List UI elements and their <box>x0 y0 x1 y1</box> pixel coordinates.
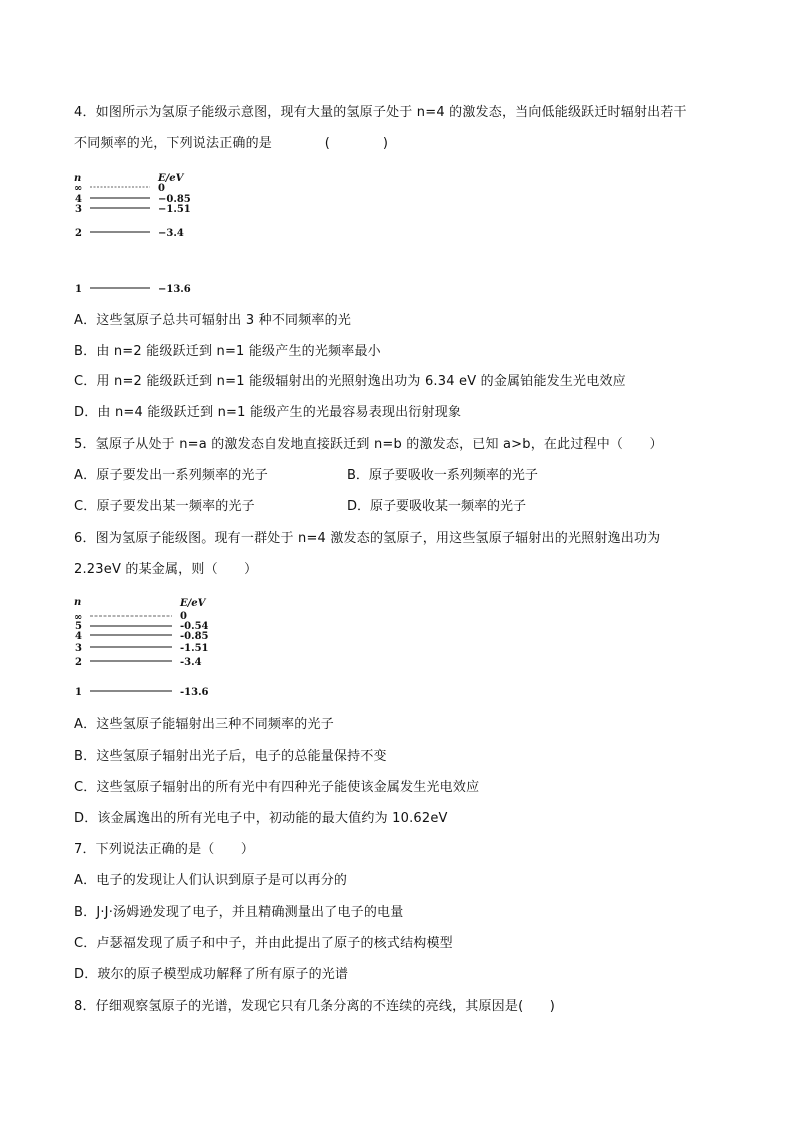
q6-option-b: B．这些氢原子辐射出光子后，电子的总能量保持不变 <box>74 749 387 764</box>
q4-e-header: E/eV <box>158 173 184 184</box>
q8-stem: 8．仔细观察氢原子的光谱，发现它只有几条分离的不连续的亮线，其原因是( ) <box>74 999 556 1014</box>
q6-level-2-n: 2 <box>75 657 82 668</box>
q5-option-c: C．原子要发出某一频率的光子 <box>74 499 255 514</box>
q4-level-4-n: 4 <box>75 194 82 205</box>
q4-stem-line2: 不同频率的光，下列说法正确的是 ( ) <box>74 136 389 151</box>
q7-option-a: A．电子的发现让人们认识到原子是可以再分的 <box>74 873 348 888</box>
q4-level-3-e: −1.51 <box>158 204 191 215</box>
q5-option-a: A．原子要发出一系列频率的光子 <box>74 468 268 483</box>
q6-e-header: E/eV <box>180 598 206 609</box>
q4-level-inf-e: 0 <box>158 183 165 194</box>
q4-option-d: D．由 n=4 能级跃迁到 n=1 能级产生的光最容易表现出衍射现象 <box>74 405 462 420</box>
q4-level-3-n: 3 <box>75 204 82 215</box>
q4-level-1-n: 1 <box>75 284 82 295</box>
q6-level-5-e: -0.54 <box>180 621 209 632</box>
q4-level-4-e: −0.85 <box>158 194 191 205</box>
q6-option-a: A．这些氢原子能辐射出三种不同频率的光子 <box>74 717 334 732</box>
q4-level-2-e: −3.4 <box>158 228 184 239</box>
q6-level-1-n: 1 <box>75 687 82 698</box>
q6-level-inf-e: 0 <box>180 611 187 622</box>
q4-option-c: C．用 n=2 能级跃迁到 n=1 能级辐射出的光照射逸出功为 6.34 eV 的金属铂能发生光电效应 <box>74 374 626 389</box>
q6-level-4-e: -0.85 <box>180 631 209 642</box>
q6-level-1-e: -13.6 <box>180 687 209 698</box>
q4-level-1-e: −13.6 <box>158 284 191 295</box>
q6-level-inf-n: ∞ <box>74 612 83 623</box>
q7-stem: 7．下列说法正确的是（ ） <box>74 842 255 857</box>
q6-level-5-n: 5 <box>75 621 82 632</box>
q6-stem-line2: 2.23eV 的某金属，则（ ） <box>74 562 258 577</box>
q7-option-b: B．J·J·汤姆逊发现了电子，并且精确测量出了电子的电量 <box>74 905 404 920</box>
q6-level-3-n: 3 <box>75 643 82 654</box>
q5-option-d: D．原子要吸收某一频率的光子 <box>347 499 527 514</box>
q6-stem-line1: 6．图为氢原子能级图。现有一群处于 n=4 激发态的氢原子，用这些氢原子辐射出的光照射逸出功为 <box>74 531 661 546</box>
q4-option-a: A．这些氢原子总共可辐射出 3 种不同频率的光 <box>74 313 352 328</box>
q7-option-c: C．卢瑟福发现了质子和中子，并由此提出了原子的核式结构模型 <box>74 936 453 951</box>
q6-option-c: C．这些氢原子辐射出的所有光中有四种光子能使该金属发生光电效应 <box>74 780 480 795</box>
q4-energy-level-diagram <box>70 172 210 297</box>
q4-level-2-n: 2 <box>75 228 82 239</box>
q4-n-header: n <box>74 173 82 184</box>
q4-stem-line1: 4．如图所示为氢原子能级示意图，现有大量的氢原子处于 n=4 的激发态，当向低能级跃迁时辐射出若干 <box>74 105 687 120</box>
q6-energy-level-diagram <box>70 594 220 702</box>
q7-option-d: D．玻尔的原子模型成功解释了所有原子的光谱 <box>74 967 349 982</box>
q4-option-b: B．由 n=2 能级跃迁到 n=1 能级产生的光频率最小 <box>74 344 381 359</box>
q5-option-b: B．原子要吸收一系列频率的光子 <box>347 468 538 483</box>
q6-level-4-n: 4 <box>75 631 82 642</box>
q6-n-header: n <box>74 597 82 608</box>
q6-level-2-e: -3.4 <box>180 657 202 668</box>
q4-level-inf-n: ∞ <box>74 183 83 194</box>
q6-option-d: D．该金属逸出的所有光电子中，初动能的最大值约为 10.62eV <box>74 811 448 826</box>
q6-level-3-e: -1.51 <box>180 643 209 654</box>
q5-stem: 5．氢原子从处于 n=a 的激发态自发地直接跃迁到 n=b 的激发态，已知 a>b，在此过程中（ ） <box>74 437 663 452</box>
